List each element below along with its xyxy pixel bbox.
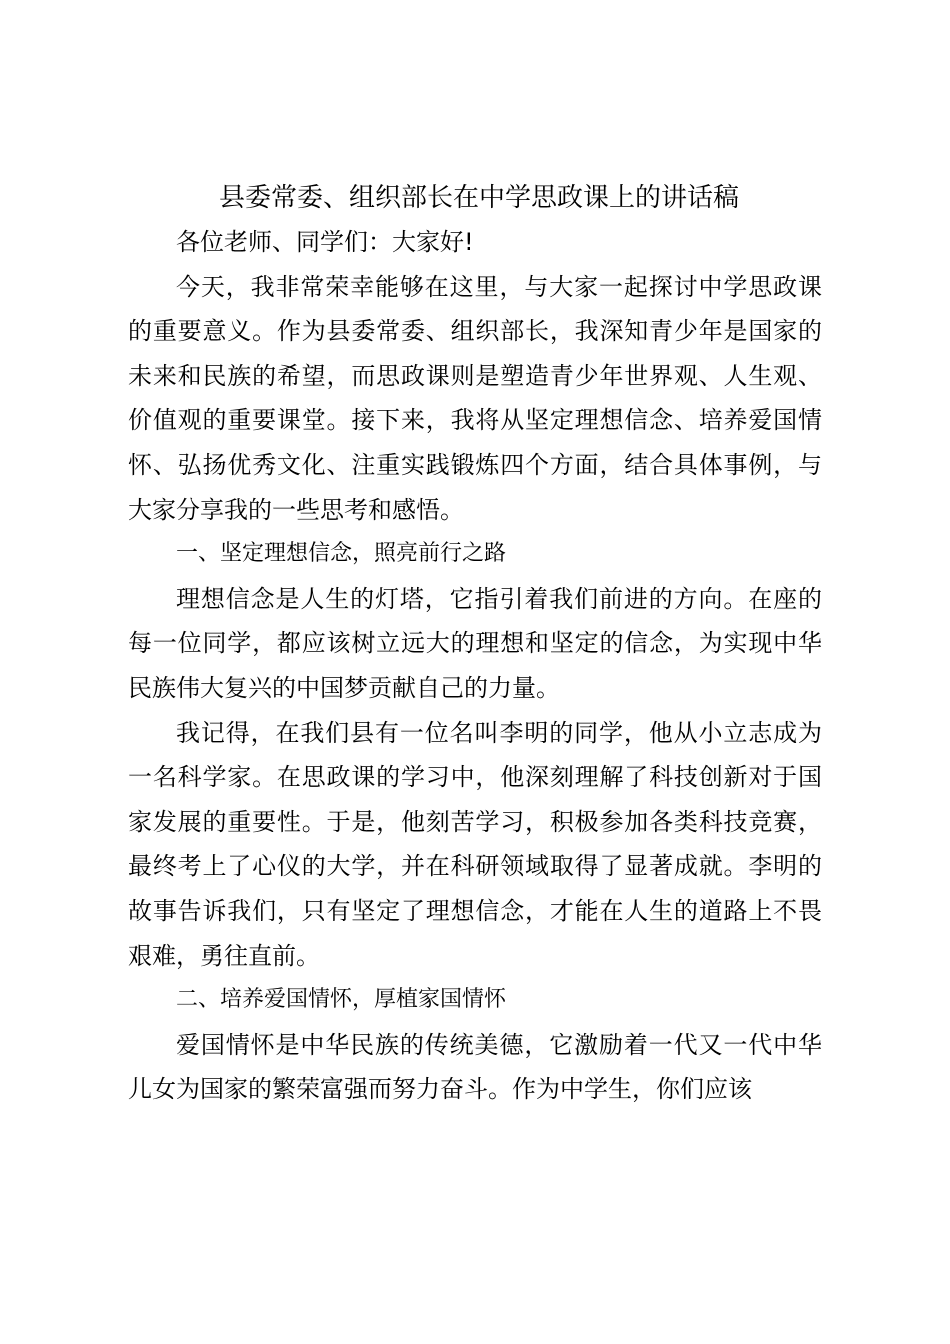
document-title: 县委常委、组织部长在中学思政课上的讲话稿 — [218, 183, 739, 213]
document-body — [128, 176, 822, 1112]
salutation: 各位老师、同学们：大家好! — [176, 228, 474, 256]
paragraph-example: 我记得，在我们县有一位名叫李明的同学，他从小立志成为一名科学家。在思政课的学习中，他深刻理解了科技创新对于国家发展的重要性。于是，他刻苦学习，积极参加各类科技竞赛，最终考上了心仪的大学，并在科研领域取得了显著成就。李明的故事告诉我们，只有坚定了理想信念，才能在人生的道路上不畏艰难，勇往直前。 — [128, 718, 822, 970]
paragraph-ideals: 理想信念是人生的灯塔，它指引着我们前进的方向。在座的每一位同学，都应该树立远大的理想和坚定的信念，为实现中华民族伟大复兴的中国梦贡献自己的力量。 — [128, 584, 822, 702]
section-heading-1: 一、坚定理想信念，照亮前行之路 — [176, 541, 507, 567]
paragraph-intro: 今天，我非常荣幸能够在这里，与大家一起探讨中学思政课的重要意义。作为县委常委、组织部长，我深知青少年是国家的未来和民族的希望，而思政课则是塑造青少年世界观、人生观、价值观的重要课堂。接下来，我将从坚定理想信念、培养爱国情怀、弘扬优秀文化、注重实践锻炼四个方面，结合具体事例，与大家分享我的一些思考和感悟。 — [128, 272, 822, 524]
paragraph-patriotism: 爱国情怀是中华民族的传统美德，它激励着一代又一代中华儿女为国家的繁荣富强而努力奋斗。作为中学生，你们应该 — [128, 1030, 822, 1104]
section-heading-2: 二、培养爱国情怀，厚植家国情怀 — [176, 987, 507, 1013]
